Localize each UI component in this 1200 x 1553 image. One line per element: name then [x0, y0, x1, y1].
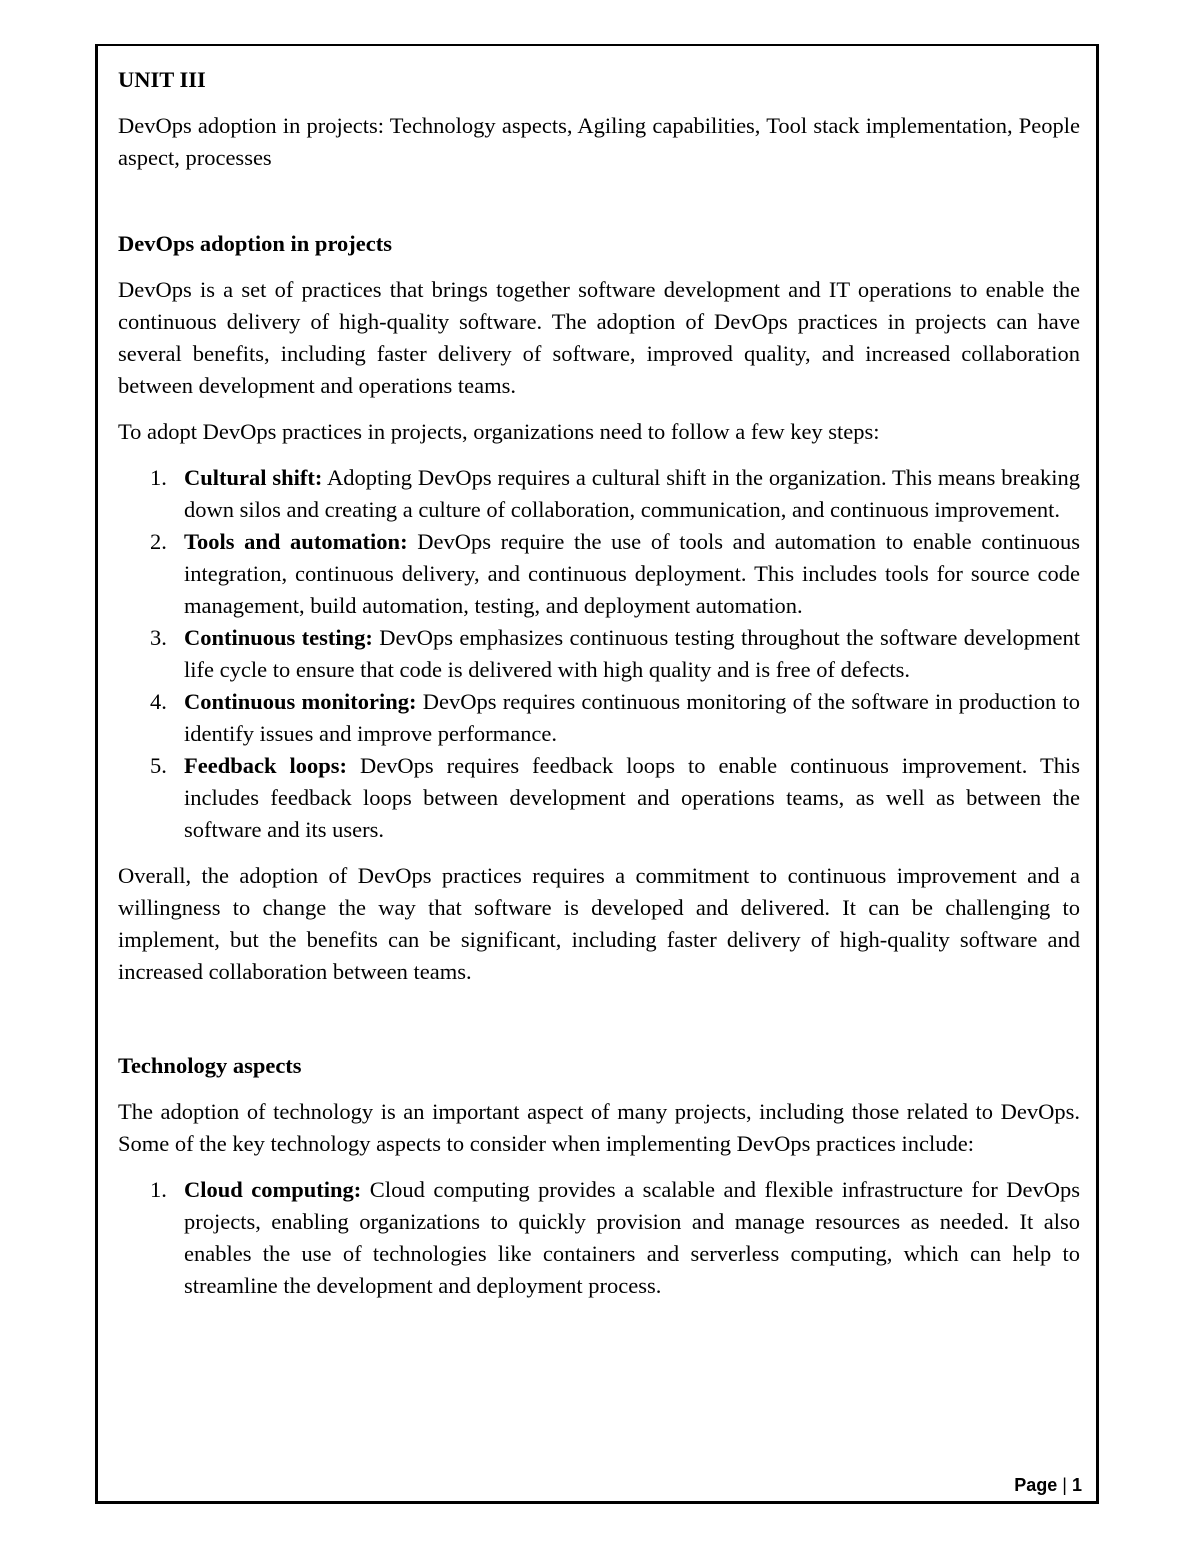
list-item-title: Cloud computing: [184, 1177, 362, 1202]
list-item [118, 1174, 1080, 1302]
list-item-text: DevOps emphasizes continuous testing throughout the software development life cycle to ensure that code is delivered with high quality and is free of defects. [184, 625, 1080, 682]
list-item [118, 622, 1080, 686]
list-item-title: Continuous testing: [184, 625, 373, 650]
section-heading-technology-aspects: Technology aspects [118, 1053, 302, 1078]
list-item-title: Continuous monitoring: [184, 689, 417, 714]
list-item [118, 686, 1080, 750]
page-label: Page [1014, 1475, 1058, 1495]
list-item-number: 4. [150, 689, 167, 714]
paragraph: The adoption of technology is an important aspect of many projects, including those related to DevOps. Some of the key technology aspects to consider when implementing DevOps practices include: [118, 1099, 1080, 1156]
list-item-title: Cultural shift: [184, 465, 323, 490]
list-item-text: DevOps requires feedback loops to enable continuous improvement. This includes feedback loops between development and operations teams, as well as between the software and its users. [184, 753, 1080, 842]
list-item-number: 5. [150, 753, 167, 778]
list-item-title: Feedback loops: [184, 753, 347, 778]
list-item [118, 750, 1080, 846]
list-item-number: 1. [150, 1177, 167, 1202]
page-separator: | [1057, 1475, 1072, 1495]
list-item-text: Cloud computing provides a scalable and flexible infrastructure for DevOps projects, enabling organizations to quickly provision and manage resources as needed. It also enables the use of technologies like containers and serverless computing, which can help to streamline the development and deployment process. [184, 1177, 1080, 1298]
list-item-text: DevOps require the use of tools and automation to enable continuous integration, continuous delivery, and continuous deployment. This includes tools for source code management, build automation, testing, and deployment automation. [184, 529, 1080, 618]
list-item-text: DevOps requires continuous monitoring of the software in production to identify issues and improve performance. [184, 689, 1080, 746]
list-item-title: Tools and automation: [184, 529, 408, 554]
page-footer [1014, 1474, 1082, 1496]
list-item [118, 462, 1080, 526]
section-heading-devops-adoption: DevOps adoption in projects [118, 231, 392, 256]
page-number: 1 [1071, 1475, 1082, 1495]
paragraph: To adopt DevOps practices in projects, organizations need to follow a few key steps: [118, 419, 880, 444]
list-item-text: Adopting DevOps requires a cultural shift in the organization. This means breaking down silos and creating a culture of collaboration, communication, and continuous improvement. [184, 465, 1080, 522]
key-steps-list [118, 462, 1080, 846]
list-item [118, 526, 1080, 622]
document-body [118, 64, 1080, 1302]
paragraph: Overall, the adoption of DevOps practices requires a commitment to continuous improvement and a willingness to change the way that software is developed and delivered. It can be challenging to implement, but the benefits can be significant, including faster delivery of high-quality software and increased collaboration between teams. [118, 863, 1080, 984]
unit-title: UNIT III [118, 67, 206, 92]
list-item-number: 2. [150, 529, 167, 554]
intro-paragraph: DevOps adoption in projects: Technology aspects, Agiling capabilities, Tool stack implementation, People aspect, processes [118, 113, 1080, 170]
technology-aspects-list [118, 1174, 1080, 1302]
paragraph: DevOps is a set of practices that brings together software development and IT operations to enable the continuous delivery of high-quality software. The adoption of DevOps practices in projects can have several benefits, including faster delivery of software, improved quality, and increased collaboration between development and operations teams. [118, 277, 1080, 398]
list-item-number: 1. [150, 465, 167, 490]
list-item-number: 3. [150, 625, 167, 650]
